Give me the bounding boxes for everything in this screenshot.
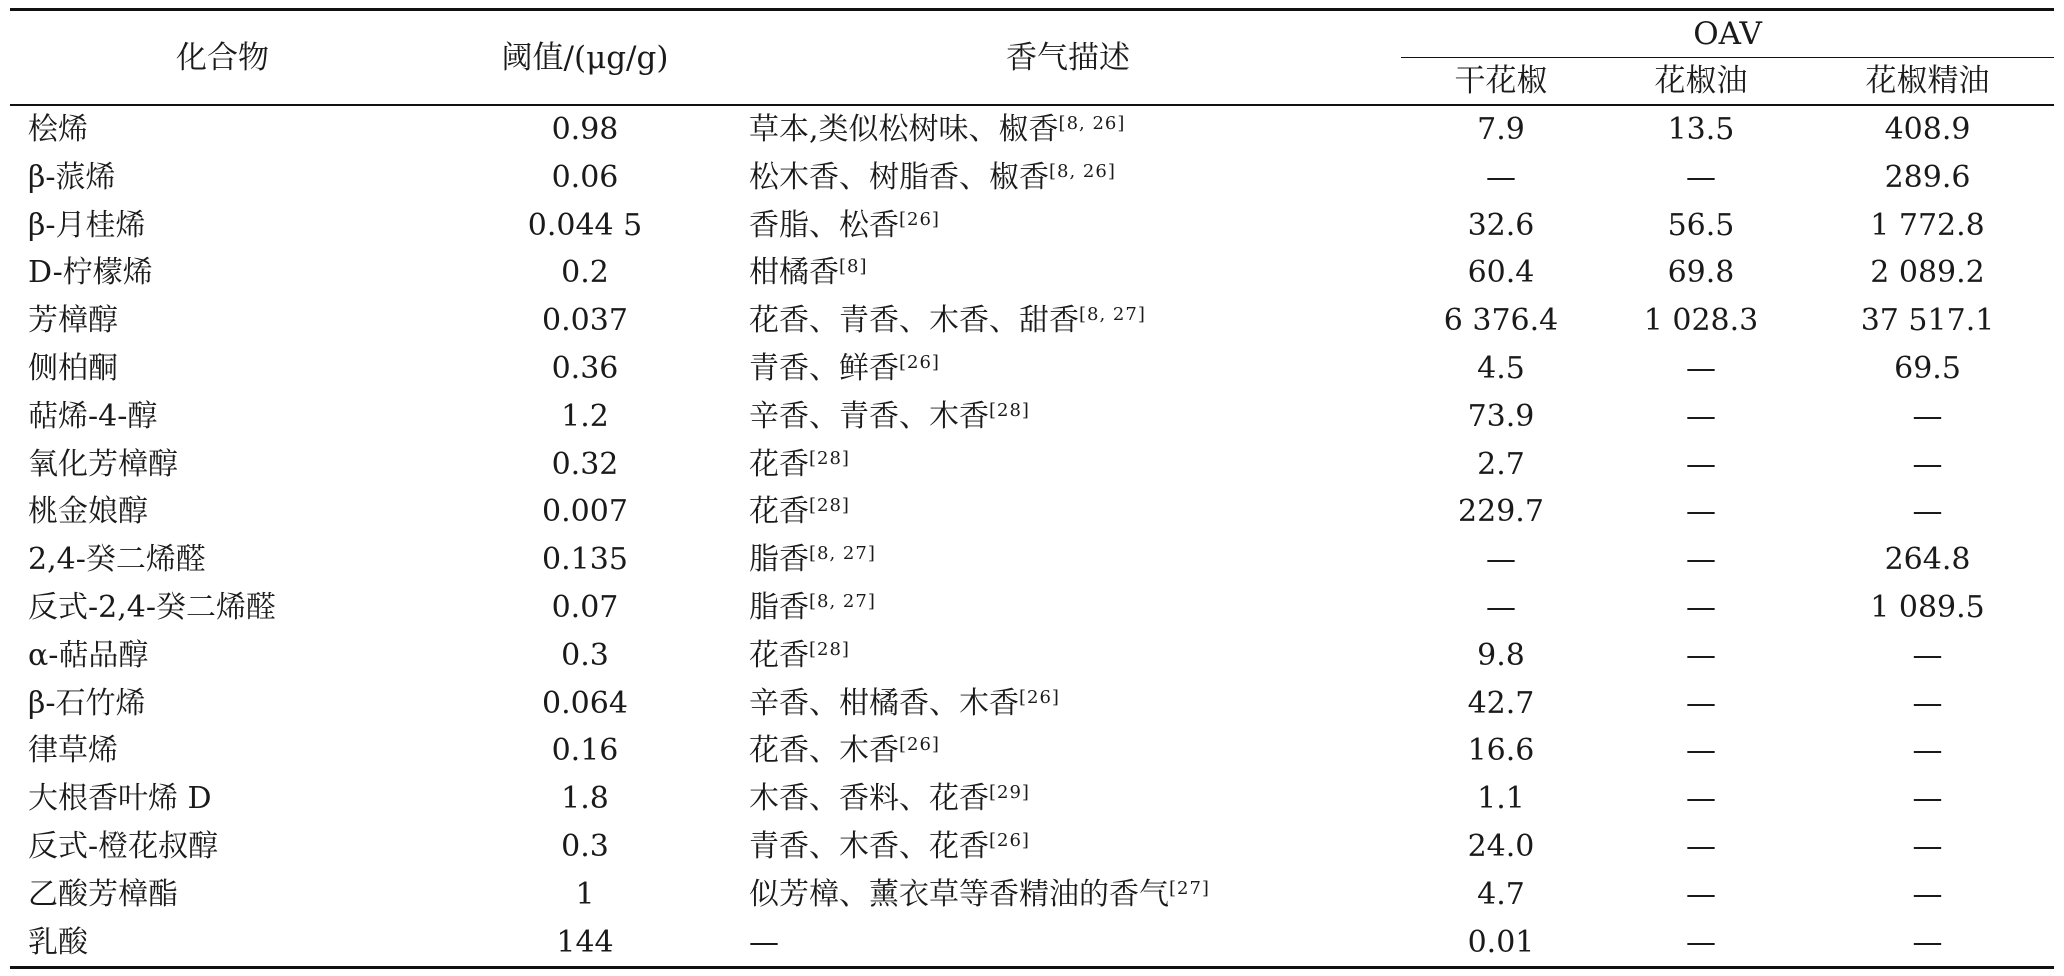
- table-row: [10, 919, 2054, 968]
- table-row: [10, 536, 2054, 584]
- cell-threshold: 0.3: [561, 637, 609, 673]
- table-body: [10, 105, 2054, 968]
- aroma-text: 辛香、青香、木香: [749, 398, 989, 434]
- cell-compound: 反式-橙花叔醇: [28, 828, 219, 864]
- cell-threshold: 1: [575, 876, 595, 912]
- cell-oav-oil: 13.5: [1667, 112, 1735, 147]
- reference-mark: [28]: [809, 495, 850, 517]
- cell-aroma: [735, 823, 1401, 871]
- aroma-text: 草本,类似松树味、椒香: [749, 112, 1059, 147]
- reference-mark: [26]: [899, 351, 940, 373]
- cell-threshold: 144: [435, 919, 735, 968]
- cell-compound: 桃金娘醇: [28, 494, 148, 530]
- header-compound: 化合物: [10, 10, 435, 106]
- aroma-text: 脂香: [749, 542, 809, 578]
- cell-threshold: 0.007: [542, 494, 628, 530]
- aroma-text: 花香: [749, 494, 809, 530]
- aroma-text: 柑橘香: [749, 255, 839, 291]
- reference-mark: [28]: [809, 447, 850, 469]
- cell-aroma: [735, 345, 1401, 393]
- header-essential: 花椒精油: [1801, 58, 2054, 106]
- cell-aroma: [735, 775, 1401, 823]
- reference-mark: [27]: [1169, 877, 1210, 899]
- cell-oav-oil: —: [1686, 398, 1716, 434]
- cell-oav-dry: —: [1486, 159, 1516, 195]
- cell-oav-oil: —: [1686, 828, 1716, 864]
- cell-oav-dry: 2.7: [1477, 446, 1525, 482]
- table-row: [10, 297, 2054, 345]
- cell-oav-dry: 0.01: [1401, 919, 1601, 968]
- cell-aroma: [735, 680, 1401, 728]
- cell-oav-dry: —: [1486, 542, 1516, 578]
- cell-oav-essential: —: [1912, 637, 1943, 673]
- cell-oav-oil: 56.5: [1667, 207, 1735, 243]
- cell-threshold: 0.06: [551, 159, 619, 195]
- cell-oav-dry: 73.9: [1467, 398, 1535, 434]
- reference-mark: [26]: [1019, 686, 1060, 708]
- cell-oav-oil: —: [1601, 919, 1801, 968]
- cell-oav-dry: 7.9: [1477, 112, 1525, 147]
- cell-oav-essential: 1 772.8: [1870, 207, 1985, 243]
- table-row: [10, 727, 2054, 775]
- cell-oav-essential: —: [1912, 494, 1943, 530]
- cell-compound: α-萜品醇: [28, 637, 149, 673]
- cell-oav-oil: —: [1686, 494, 1716, 530]
- cell-threshold: 0.32: [551, 446, 619, 482]
- cell-aroma: [735, 154, 1401, 202]
- aroma-text: 青香、鲜香: [749, 350, 899, 386]
- cell-oav-oil: —: [1686, 159, 1716, 195]
- table-row: [10, 202, 2054, 250]
- cell-oav-dry: 24.0: [1467, 828, 1535, 864]
- cell-oav-oil: —: [1686, 781, 1716, 817]
- aroma-text: 花香、青香、木香、甜香: [749, 303, 1079, 339]
- header-aroma: 香气描述: [735, 10, 1401, 106]
- table-row: [10, 105, 2054, 154]
- table-row: [10, 632, 2054, 680]
- cell-oav-oil: —: [1686, 733, 1716, 769]
- header-dry: 干花椒: [1401, 58, 1601, 106]
- cell-oav-essential: —: [1912, 781, 1943, 817]
- cell-oav-essential: —: [1912, 733, 1943, 769]
- table-header: [10, 10, 2054, 106]
- cell-oav-essential: 2 089.2: [1870, 255, 1985, 291]
- cell-oav-oil: —: [1686, 446, 1716, 482]
- cell-oav-oil: —: [1686, 542, 1716, 578]
- aroma-text: 辛香、柑橘香、木香: [749, 685, 1019, 721]
- cell-threshold: 0.044 5: [527, 207, 643, 243]
- cell-aroma: [735, 871, 1401, 919]
- cell-compound: 桧烯: [28, 112, 88, 147]
- cell-oav-oil: —: [1686, 876, 1716, 912]
- cell-aroma: [735, 488, 1401, 536]
- reference-mark: [28]: [809, 638, 850, 660]
- cell-oav-dry: 4.5: [1477, 350, 1525, 386]
- reference-mark: [8, 26]: [1058, 113, 1126, 134]
- aroma-text: 青香、木香、花香: [749, 828, 989, 864]
- aroma-text: 脂香: [749, 589, 809, 625]
- aroma-text: 似芳樟、薰衣草等香精油的香气: [749, 876, 1169, 912]
- cell-oav-dry: 9.8: [1477, 637, 1525, 673]
- cell-aroma: [735, 632, 1401, 680]
- table-row: [10, 345, 2054, 393]
- cell-oav-essential: 1 089.5: [1870, 589, 1985, 625]
- cell-compound: 芳樟醇: [28, 303, 118, 339]
- cell-oav-essential: —: [1912, 446, 1943, 482]
- reference-mark: [8, 27]: [809, 543, 876, 565]
- table-row: [10, 871, 2054, 919]
- cell-oav-dry: 229.7: [1458, 494, 1544, 530]
- cell-aroma: [735, 919, 1401, 968]
- reference-mark: [26]: [899, 208, 940, 230]
- cell-compound: 2,4-癸二烯醛: [28, 542, 206, 578]
- table-row: [10, 441, 2054, 489]
- cell-compound: 氧化芳樟醇: [28, 446, 178, 482]
- cell-compound: β-蒎烯: [28, 159, 116, 195]
- table-row: [10, 775, 2054, 823]
- reference-mark: [8, 27]: [1079, 304, 1146, 326]
- table-row: [10, 249, 2054, 297]
- reference-mark: [8, 27]: [809, 590, 876, 612]
- reference-mark: [26]: [989, 829, 1030, 851]
- cell-threshold: 0.07: [551, 589, 619, 625]
- cell-threshold: 0.064: [542, 685, 628, 721]
- cell-compound: 乙酸芳樟酯: [28, 876, 178, 912]
- cell-aroma: [735, 202, 1401, 250]
- cell-compound: 大根香叶烯 D: [28, 781, 212, 817]
- cell-aroma: [735, 536, 1401, 584]
- cell-compound: 律草烯: [28, 733, 118, 769]
- cell-compound: 乳酸: [10, 919, 435, 968]
- cell-threshold: 0.037: [542, 303, 628, 339]
- cell-oav-essential: 289.6: [1884, 159, 1971, 195]
- aroma-text: —: [749, 924, 779, 960]
- reference-mark: [28]: [989, 399, 1030, 421]
- cell-oav-essential: 408.9: [1884, 112, 1971, 147]
- cell-oav-oil: —: [1686, 685, 1716, 721]
- table-row: [10, 488, 2054, 536]
- cell-compound: β-月桂烯: [28, 207, 146, 243]
- cell-threshold: 0.36: [551, 350, 619, 386]
- header-oav-group: OAV: [1401, 10, 2054, 58]
- oav-table: [10, 8, 2054, 969]
- cell-oav-essential: —: [1912, 398, 1943, 434]
- cell-aroma: [735, 727, 1401, 775]
- cell-aroma: [735, 249, 1401, 297]
- aroma-text: 木香、香料、花香: [749, 781, 989, 817]
- table-row: [10, 154, 2054, 202]
- aroma-text: 花香: [749, 637, 809, 673]
- cell-oav-essential: —: [1912, 685, 1943, 721]
- cell-threshold: 0.3: [561, 828, 609, 864]
- cell-oav-oil: 1 028.3: [1643, 303, 1759, 339]
- cell-oav-dry: 32.6: [1467, 207, 1535, 243]
- reference-mark: [8, 26]: [1049, 160, 1116, 182]
- cell-oav-dry: 42.7: [1467, 685, 1535, 721]
- cell-compound: 反式-2,4-癸二烯醛: [28, 589, 276, 625]
- cell-oav-essential: 37 517.1: [1860, 303, 1995, 339]
- cell-compound: 萜烯-4-醇: [28, 398, 158, 434]
- cell-oav-dry: 16.6: [1467, 733, 1535, 769]
- cell-threshold: 0.2: [561, 255, 609, 291]
- cell-oav-dry: 4.7: [1477, 876, 1525, 912]
- reference-mark: [29]: [989, 782, 1030, 804]
- cell-threshold: 1.8: [561, 781, 609, 817]
- cell-aroma: [735, 105, 1401, 154]
- cell-threshold: 0.16: [551, 733, 619, 769]
- reference-mark: [26]: [899, 734, 940, 756]
- cell-oav-dry: 60.4: [1467, 255, 1535, 291]
- cell-aroma: [735, 393, 1401, 441]
- cell-oav-essential: —: [1912, 876, 1943, 912]
- cell-aroma: [735, 584, 1401, 632]
- cell-oav-dry: 6 376.4: [1443, 303, 1559, 339]
- cell-oav-essential: 69.5: [1894, 350, 1961, 386]
- cell-oav-essential: 264.8: [1884, 542, 1971, 578]
- table-row: [10, 680, 2054, 728]
- table-row: [10, 823, 2054, 871]
- aroma-text: 松木香、树脂香、椒香: [749, 159, 1049, 195]
- cell-oav-oil: —: [1686, 350, 1716, 386]
- aroma-text: 花香: [749, 446, 809, 482]
- cell-threshold: 0.98: [551, 112, 619, 147]
- cell-oav-essential: —: [1912, 828, 1943, 864]
- table-row: [10, 393, 2054, 441]
- cell-compound: D-柠檬烯: [28, 255, 153, 291]
- aroma-text: 花香、木香: [749, 733, 899, 769]
- table-row: [10, 584, 2054, 632]
- header-threshold: 阈值/(μg/g): [435, 10, 735, 106]
- cell-aroma: [735, 297, 1401, 345]
- cell-aroma: [735, 441, 1401, 489]
- reference-mark: [8]: [839, 256, 868, 278]
- aroma-text: 香脂、松香: [749, 207, 899, 243]
- header-oil: 花椒油: [1601, 58, 1801, 106]
- cell-oav-dry: —: [1486, 589, 1516, 625]
- cell-compound: 侧柏酮: [28, 350, 118, 386]
- cell-oav-essential: —: [1801, 919, 2054, 968]
- cell-oav-dry: 1.1: [1477, 781, 1525, 817]
- cell-oav-oil: —: [1686, 637, 1716, 673]
- cell-threshold: 0.135: [542, 542, 628, 578]
- cell-oav-oil: —: [1686, 589, 1716, 625]
- cell-threshold: 1.2: [561, 398, 609, 434]
- cell-oav-oil: 69.8: [1667, 255, 1735, 291]
- cell-compound: β-石竹烯: [28, 685, 146, 721]
